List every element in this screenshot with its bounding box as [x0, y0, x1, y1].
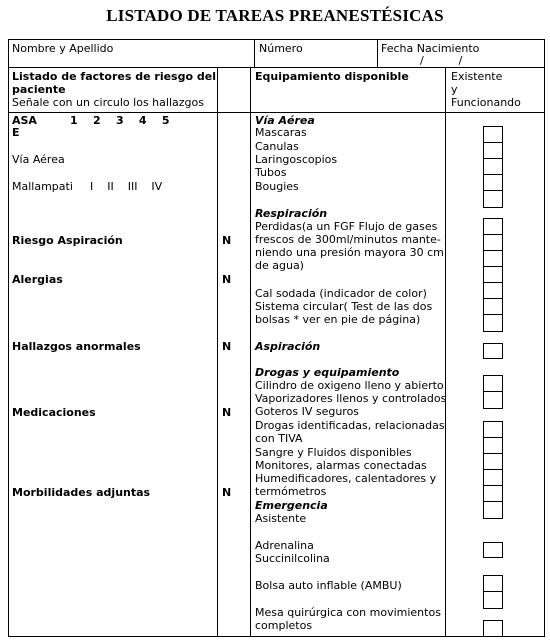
medicaciones-label: Medicaciones — [12, 406, 96, 419]
dob-field-label: Fecha Nacimiento — [381, 42, 480, 55]
col-divider-equip — [250, 67, 251, 637]
perdidas-line-4: de agua) — [255, 259, 304, 272]
checkbox-ambu-2[interactable] — [484, 592, 502, 608]
checkbox-respiracion-2[interactable] — [484, 235, 502, 251]
mesa-line-1: Mesa quirúrgica con movimientos — [255, 606, 441, 619]
checkbox-group-respiracion[interactable] — [483, 218, 503, 332]
laringoscopios-item: Laringoscopios — [255, 153, 338, 166]
exists-column-title-2: y — [451, 83, 458, 96]
equipment-column-title: Equipamiento disponible — [255, 70, 409, 83]
aspiracion-heading: Aspiración — [255, 340, 321, 353]
risk-column-instructions: Señale con un circulo los hallazgos — [12, 96, 204, 109]
checkbox-respiracion-1[interactable] — [484, 219, 502, 235]
checkbox-drogas-identificadas[interactable] — [484, 422, 502, 438]
asa-e: E — [12, 126, 20, 139]
col-divider-n — [217, 67, 218, 637]
exists-column-title-3: Funcionando — [451, 96, 521, 109]
checkbox-termometros[interactable] — [484, 486, 502, 502]
checkbox-cilindro[interactable] — [484, 376, 502, 392]
emergencia-heading: Emergencia — [255, 499, 328, 512]
checkbox-humedificadores[interactable] — [484, 470, 502, 486]
exists-column-title-1: Existente — [451, 70, 503, 83]
column-header-divider — [8, 112, 545, 113]
alergias-label: Alergias — [12, 273, 63, 286]
humedificadores-line-1: Humedificadores, calentadores y — [255, 472, 437, 485]
riesgo-aspiracion-n: N — [222, 234, 232, 247]
checkbox-group-via-aerea[interactable] — [483, 126, 503, 208]
checkbox-respiracion-7[interactable] — [484, 315, 502, 331]
morbilidades-n: N — [222, 486, 232, 499]
sistema-line-2: bolsas * ver en pie de página) — [255, 313, 421, 326]
header-divider — [8, 67, 545, 68]
mesa-line-2: completos — [255, 619, 313, 632]
checkbox-adrenalina[interactable] — [483, 542, 503, 558]
perdidas-line-3: niendo una presión mayora 30 cm — [255, 246, 444, 259]
number-field-label: Número — [259, 42, 303, 55]
checkbox-respiracion-5[interactable] — [484, 283, 502, 299]
morbilidades-label: Morbilidades adjuntas — [12, 486, 151, 499]
vaporizadores-item: Vaporizadores llenos y controlados — [255, 392, 447, 405]
tubos-item: Tubos — [255, 166, 287, 179]
hallazgos-n: N — [222, 340, 232, 353]
page-title: LISTADO DE TAREAS PREANESTÉSICAS — [106, 6, 444, 25]
checkbox-group-drogas[interactable] — [483, 375, 503, 409]
ambu-item: Bolsa auto inflable (AMBU) — [255, 579, 402, 592]
asa-label: ASA — [12, 114, 37, 127]
checkbox-mascaras[interactable] — [484, 127, 502, 143]
checkbox-asistente[interactable] — [484, 502, 502, 518]
drogas-identificadas-line-2: con TIVA — [255, 432, 303, 445]
checkbox-group-drogas-2[interactable] — [483, 421, 503, 519]
riesgo-aspiracion-label: Riesgo Aspiración — [12, 234, 123, 247]
checkbox-vaporizadores[interactable] — [484, 392, 502, 408]
drogas-heading: Drogas y equipamiento — [255, 366, 400, 379]
checkbox-aspiracion[interactable] — [483, 343, 503, 359]
cal-sodada-item: Cal sodada (indicador de color) — [255, 287, 427, 300]
via-aerea-heading: Vía Aérea — [255, 114, 315, 127]
via-aerea-label: Vía Aérea — [12, 153, 65, 166]
alergias-n: N — [222, 273, 232, 286]
perdidas-line-1: Perdidas(a un FGF Flujo de gases — [255, 220, 438, 233]
perdidas-line-2: frescos de 300ml/minutos mante- — [255, 233, 441, 246]
checkbox-group-ambu[interactable] — [483, 575, 503, 609]
medicaciones-n: N — [222, 406, 232, 419]
drogas-identificadas-line-1: Drogas identificadas, relacionadas — [255, 419, 445, 432]
checkbox-respiracion-6[interactable] — [484, 299, 502, 315]
adrenalina-item: Adrenalina — [255, 539, 314, 552]
checkbox-mesa[interactable] — [483, 620, 503, 637]
col-divider-exists — [445, 67, 446, 637]
asistente-item: Asistente — [255, 512, 307, 525]
monitores-item: Monitores, alarmas conectadas — [255, 459, 427, 472]
sistema-line-1: Sistema circular( Test de las dos — [255, 300, 433, 313]
respiracion-heading: Respiración — [255, 207, 328, 220]
succinilcolina-item: Succinilcolina — [255, 552, 330, 565]
checkbox-ambu-1[interactable] — [484, 576, 502, 592]
checkbox-tubos[interactable] — [484, 175, 502, 191]
dob-slashes: / / — [420, 54, 463, 67]
checkbox-respiracion-4[interactable] — [484, 267, 502, 283]
goteros-item: Goteros IV seguros — [255, 405, 360, 418]
mascaras-item: Mascaras — [255, 126, 307, 139]
header-col-divider-2 — [377, 39, 378, 67]
risk-column-title-2: paciente — [12, 83, 66, 96]
mallampati-values: I II III IV — [90, 180, 163, 193]
name-field-label: Nombre y Apellido — [12, 42, 114, 55]
checkbox-laringoscopios[interactable] — [484, 159, 502, 175]
mallampati-label: Mallampati — [12, 180, 73, 193]
canulas-item: Canulas — [255, 140, 299, 153]
checkbox-sangre[interactable] — [484, 438, 502, 454]
sangre-item: Sangre y Fluidos disponibles — [255, 446, 412, 459]
bougies-item: Bougies — [255, 180, 299, 193]
humedificadores-line-2: termómetros — [255, 485, 327, 498]
cilindro-item: Cilindro de oxigeno lleno y abierto — [255, 379, 444, 392]
asa-values: 1 2 3 4 5 — [70, 114, 170, 127]
checkbox-monitores[interactable] — [484, 454, 502, 470]
checkbox-canulas[interactable] — [484, 143, 502, 159]
risk-column-title-1: Listado de factores de riesgo del — [12, 70, 216, 83]
checkbox-respiracion-3[interactable] — [484, 251, 502, 267]
header-col-divider-1 — [254, 39, 255, 67]
checkbox-bougies[interactable] — [484, 191, 502, 207]
hallazgos-label: Hallazgos anormales — [12, 340, 141, 353]
